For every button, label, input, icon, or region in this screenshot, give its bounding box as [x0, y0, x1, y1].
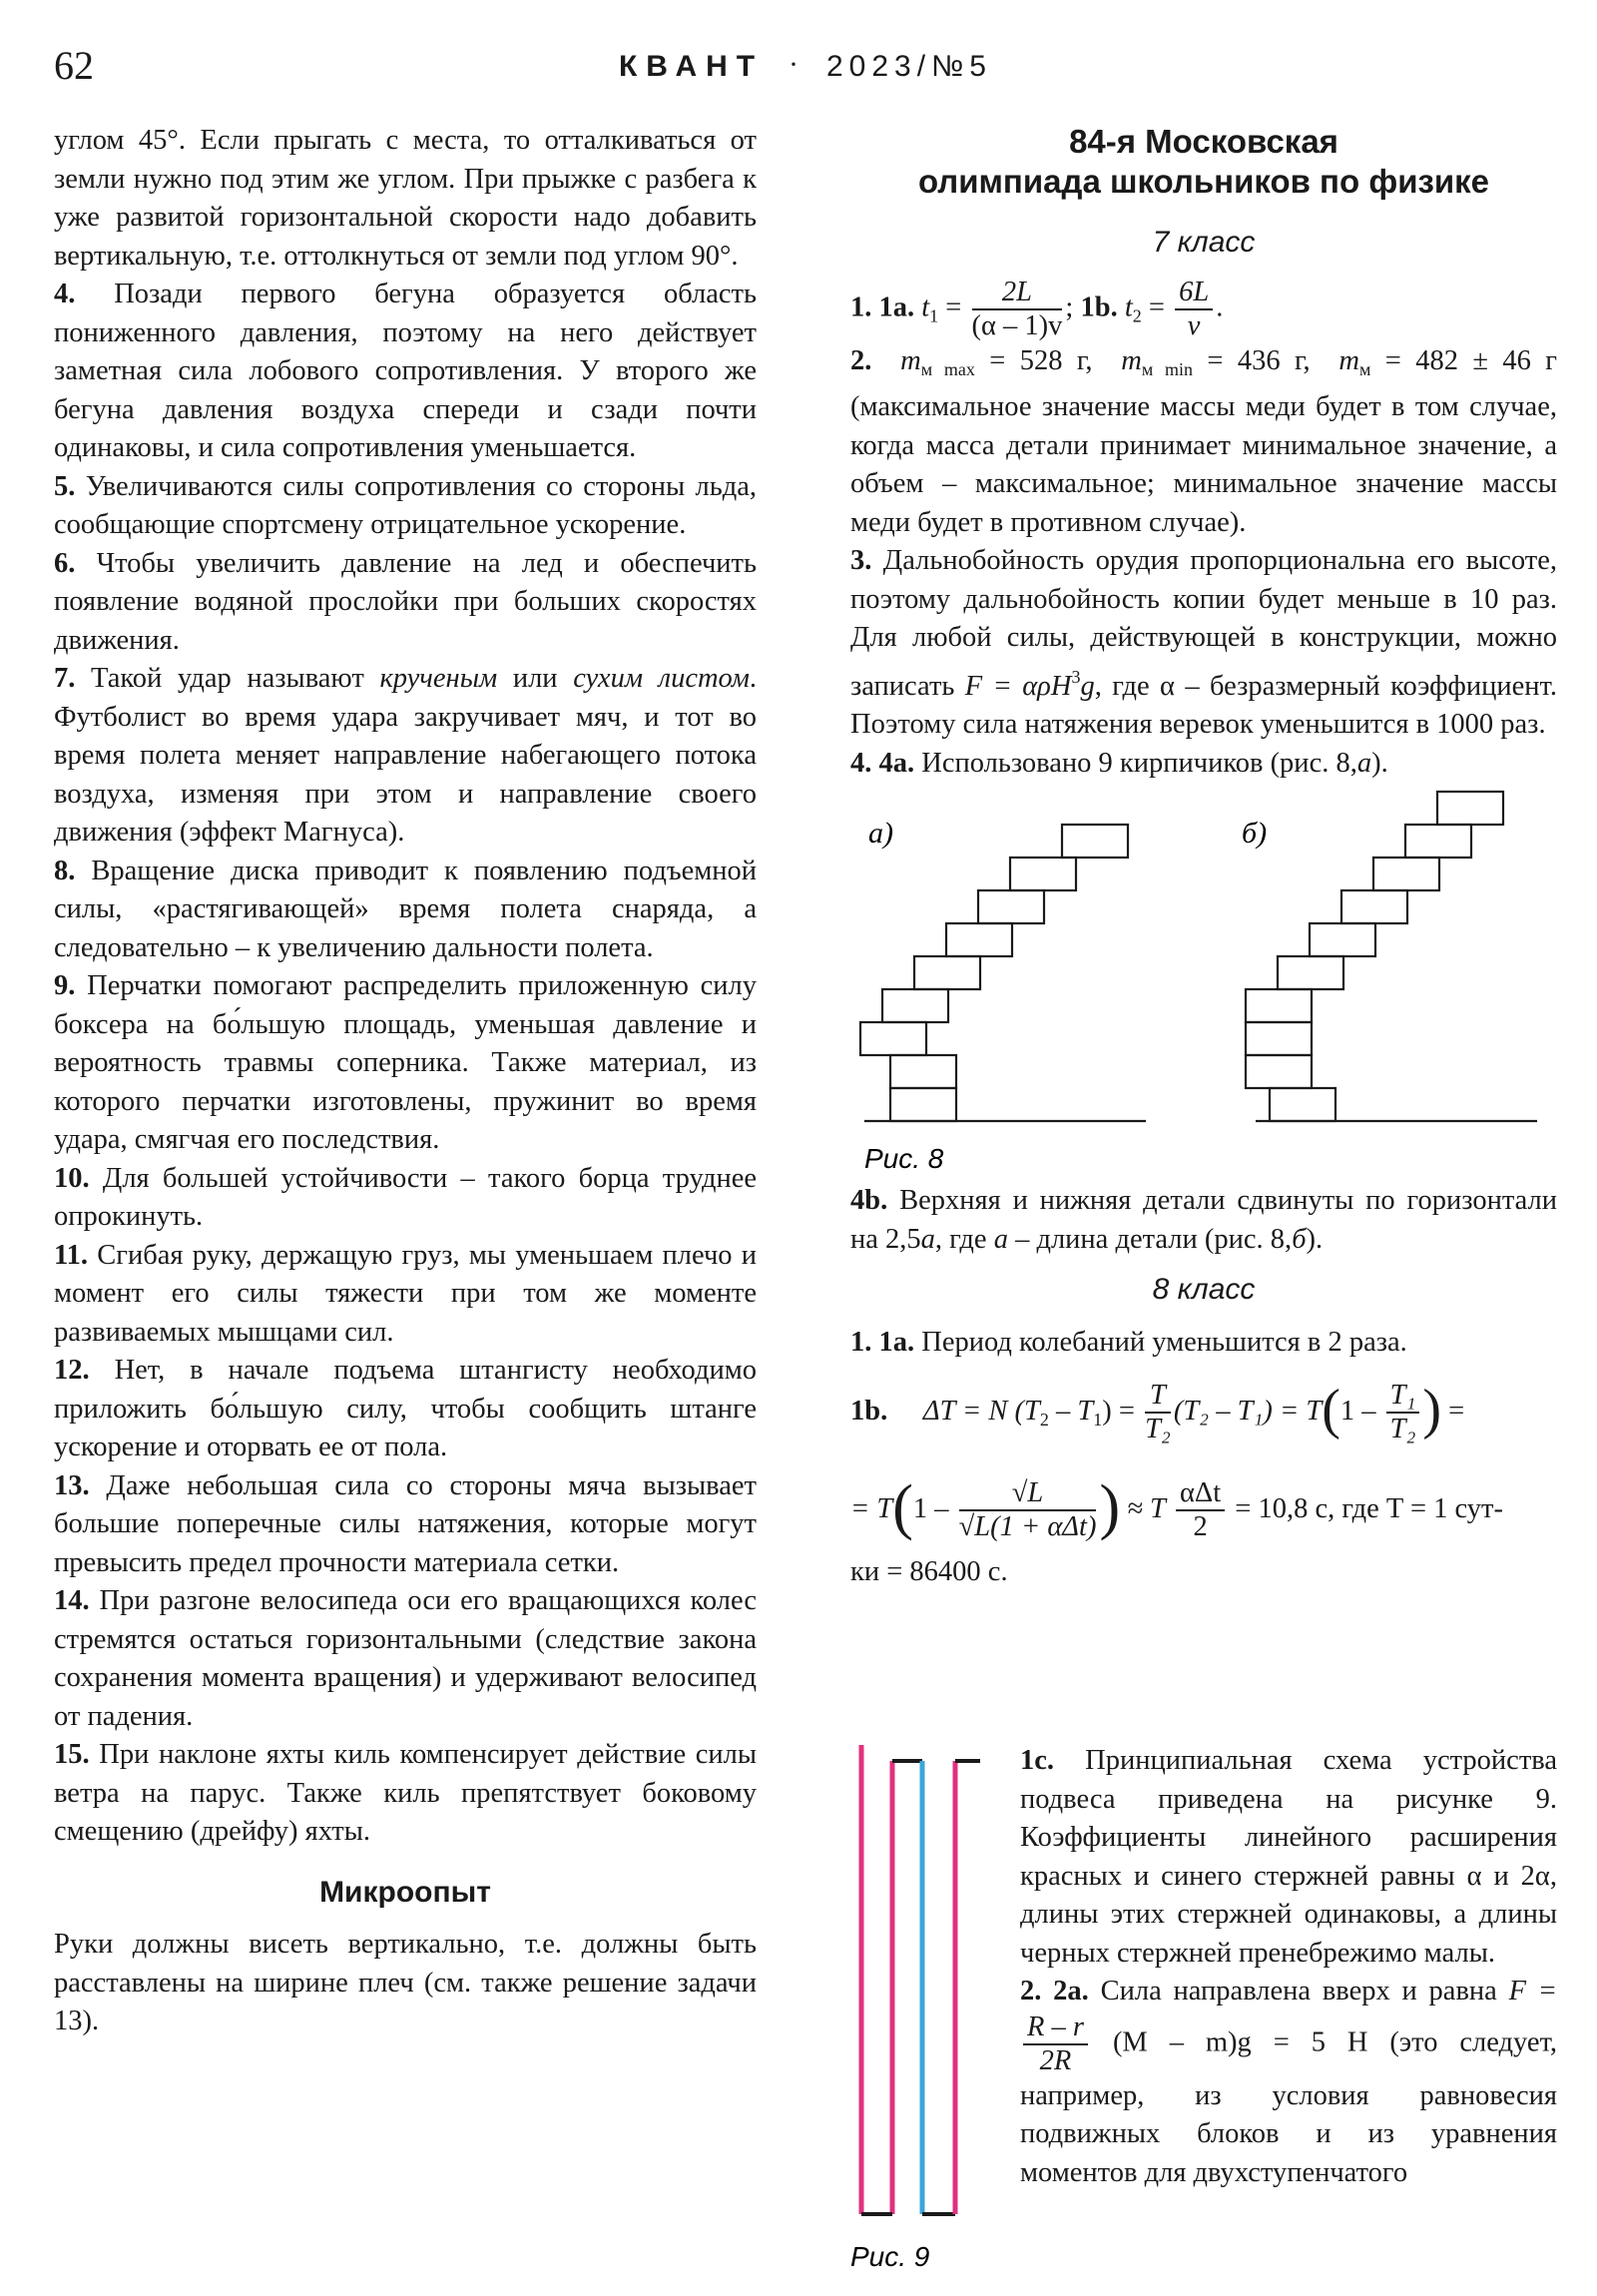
brick [1010, 858, 1076, 890]
fraction-t2: $\frac{6L}{v}$ [1175, 277, 1213, 342]
brick [1246, 989, 1312, 1022]
fig8-label-b: б) [1242, 817, 1268, 850]
brick [1405, 825, 1471, 858]
brick [1310, 923, 1375, 956]
fig9-side-text [1020, 1742, 1557, 2192]
answer-14: 14. При разгоне велосипеда оси его вращающихся колес стремятся остаться горизонтальными (следствие закона сохранения момента вращения) и удерживают велосипед от падения. [54, 1585, 757, 1732]
grade-7-heading: 7 класс [1152, 226, 1256, 259]
answer-9: 9. Перчатки помогают распределить приложенную силу боксера на бо́льшую площадь, уменьшая давление и вероятность травмы соперника. Также материал, из которого перчатки изготовлены, пружинит во время удара, смягчая его последствия. [54, 970, 758, 1155]
brick [890, 1088, 956, 1121]
brick [890, 1055, 956, 1088]
brick [1437, 792, 1503, 825]
fraction-sqrtL: $\frac{√L}{\text{√L(1 + αΔt)}}$ [958, 1477, 1097, 1543]
answer-8: 8. Вращение диска приводит к появлению подъемной силы, «растягивающей» время полета снаряда, а следовательно – к увеличению дальности полета. [54, 855, 758, 963]
brick [914, 956, 980, 989]
page-number: 62 [54, 43, 94, 88]
problem-3-answer: 3. Дальнобойность орудия пропорциональна его высоте, поэтому дальнобойность копии будет меньше в 10 раз. Для любой силы, действующей в конструкции, можно записать F = αρH$^3$g, где α – безразмерный коэффициент. Поэтому сила натяжения веревок уменьшится в 1000 раз. [850, 545, 1557, 740]
brick [1246, 1055, 1312, 1088]
grade-8-heading: 8 класс [1152, 1273, 1256, 1306]
brick [1270, 1088, 1335, 1121]
answer-7: 7. Такой удар называют крученым или сухим листом. Футболист во время удара закручивает мяч, и тот во время полета меняет направление набегающего потока воздуха, изменяя при этом и направление своего движения (эффект Магнуса). [54, 663, 758, 848]
figure-9-rods [850, 1745, 1000, 2284]
figure-9 [850, 1745, 1000, 2284]
answer-6: 6. Чтобы увеличить давление на лед и обеспечить появление водяной прослойки при больших скоростях движения. [54, 547, 757, 656]
problem-4b-answer: 4b. Верхняя и нижняя детали сдвинуты по горизонтали на 2,5a, где a – длина детали (рис. 8,б). [850, 1185, 1558, 1255]
fraction-T1-T2: $\frac{\text{T₁}}{\text{T₂}}$ [1386, 1380, 1420, 1445]
right-column [850, 122, 1557, 1592]
stack-a [860, 825, 1146, 1121]
problem-1-answer: 1. 1a. $t_1$ = $\frac{2L}{(\alpha - 1)v}$ ; 1b. $t_2$ = $\frac{6L}{v}$ . [850, 276, 1224, 341]
brick [1341, 890, 1407, 923]
left-column [54, 122, 757, 2041]
answer-12: 12. Нет, в начале подъема штангисту необходимо приложить бо́льшую силу, чтобы сообщить штанге ускорение и оторвать ее от пола. [54, 1355, 758, 1462]
brick [946, 923, 1012, 956]
micro-title: Микроопыт [319, 1875, 491, 1909]
fig8-caption: Рис. 8 [864, 1143, 944, 1174]
fraction-R-r: $\frac{R - r}{2R}$ [1023, 2011, 1088, 2077]
answer-11: 11. Сгибая руку, держащую груз, мы уменьшаем плечо и момент его силы тяжести при том же моменте развиваемых мышцами сил. [54, 1239, 758, 1348]
olympiad-title: 84-я Московская олимпиада школьников по физике [917, 123, 1490, 200]
problem-4a-answer: 4. 4a. Использовано 9 кирпичиков (рис. 8,а). [850, 747, 1388, 779]
brick [1278, 956, 1343, 989]
brick [978, 890, 1044, 923]
micro-text: Руки должны висеть вертикально, т.е. должны быть расставлены на ширине плеч (см. также решение задачи 13). [54, 1929, 757, 2036]
fraction-T-T2: $\frac{T}{\text{T₂}}$ [1145, 1380, 1171, 1445]
formula-1b-line3: ки = 86400 с. [850, 1556, 1008, 1587]
journal-title: КВАНТ [619, 50, 765, 83]
brick [1373, 858, 1439, 890]
answer-15: 15. При наклоне яхты киль компенсирует действие силы ветра на парус. Также киль препятствует боковому смещению (дрейфу) яхты. [54, 1739, 758, 1847]
answer-5: 5. Увеличиваются силы сопротивления со стороны льда, сообщающие спортсмену отрицательное ускорение. [54, 470, 758, 540]
problem-2-answer: 2. $m_{м max} = 528$ г, $m_{м min} = 436$ г, $m_м = 482 \pm 46$ г (максимальное значение массы меди будет в том случае, когда масса детали принимает минимальное значение, а объем – максимальное; минимальное значение массы меди будет в противном случае). [850, 344, 1557, 538]
fig8-label-a: а) [868, 817, 893, 850]
fraction-alpha-dt: $\frac{\text{αΔt}}{2}$ [1176, 1477, 1225, 1543]
formula-1b-line2: = T(1 – $\frac{√L}{\text{√L(1 + αΔt)}}$ ) ≈ T $\frac{\text{αΔt}}{2}$ = 10,8 с, где T = 1 сут- [850, 1473, 1503, 1543]
fig9-caption: Рис. 9 [850, 2241, 930, 2272]
answer-4: 4. Позади первого бегуна образуется область пониженного давления, поэтому на него действует заметная сила лобового сопротивления. У второго же бегуна давления воздуха спереди и сзади почти одинаковы, и сила сопротивления уменьшается. [54, 279, 757, 463]
brick [1062, 825, 1128, 858]
intro-paragraph: углом 45°. Если прыгать с места, то отталкиваться от земли нужно под этим же углом. При прыжке с разбега к уже развитой горизонтальной скорости надо добавить вертикальную, т.е. оттолкнуться от земли под углом 90°. [54, 125, 757, 272]
fraction-t1: $\frac{2L}{(\alpha - 1)v}$ [971, 276, 1063, 341]
figure-8 [850, 783, 1557, 1182]
problem-8-2a-answer: 2. 2a. Сила направлена вверх и равна F = $\frac{R - r}{2R}$ (M – m)g = 5 Н (это следует, например, из условия равновесия подвижных блоков и из уравнения моментов для двухступенчатого [1020, 1976, 1558, 2188]
formula-1b-line1: 1b. ΔT = N $(T_2 - T_1)$ = $\frac{T}{\text{T₂}}$ (T₂ – T₁) = T(1 – $\frac{\text{T₁}}{\text{T₂}}$ ) = [850, 1379, 1465, 1445]
stack-b [1246, 792, 1537, 1121]
issue-number: 2023/№5 [826, 50, 992, 83]
answer-10: 10. Для большей устойчивости – такого борца труднее опрокинуть. [54, 1162, 757, 1232]
brick [882, 989, 948, 1022]
problem-8-1c-answer: 1c. Принципиальная схема устройства подвеса приведена на рисунке 9. Коэффициенты линейного расширения красных и синего стержней равны α и 2α, длины этих стержней одинаковы, а длины черных стержней пренебрежимо малы. [1020, 1745, 1558, 1969]
figure-8-bricks [850, 783, 1557, 1182]
answer-13: 13. Даже небольшая сила со стороны мяча вызывает большие поперечные силы натяжения, которые могут превысить предел прочности материала сетки. [54, 1469, 757, 1578]
brick [860, 1022, 926, 1055]
header-separator: · [789, 48, 798, 81]
brick [1246, 1022, 1312, 1055]
problem-8-1a-answer: 1. 1a. Период колебаний уменьшится в 2 раза. [850, 1326, 1407, 1358]
